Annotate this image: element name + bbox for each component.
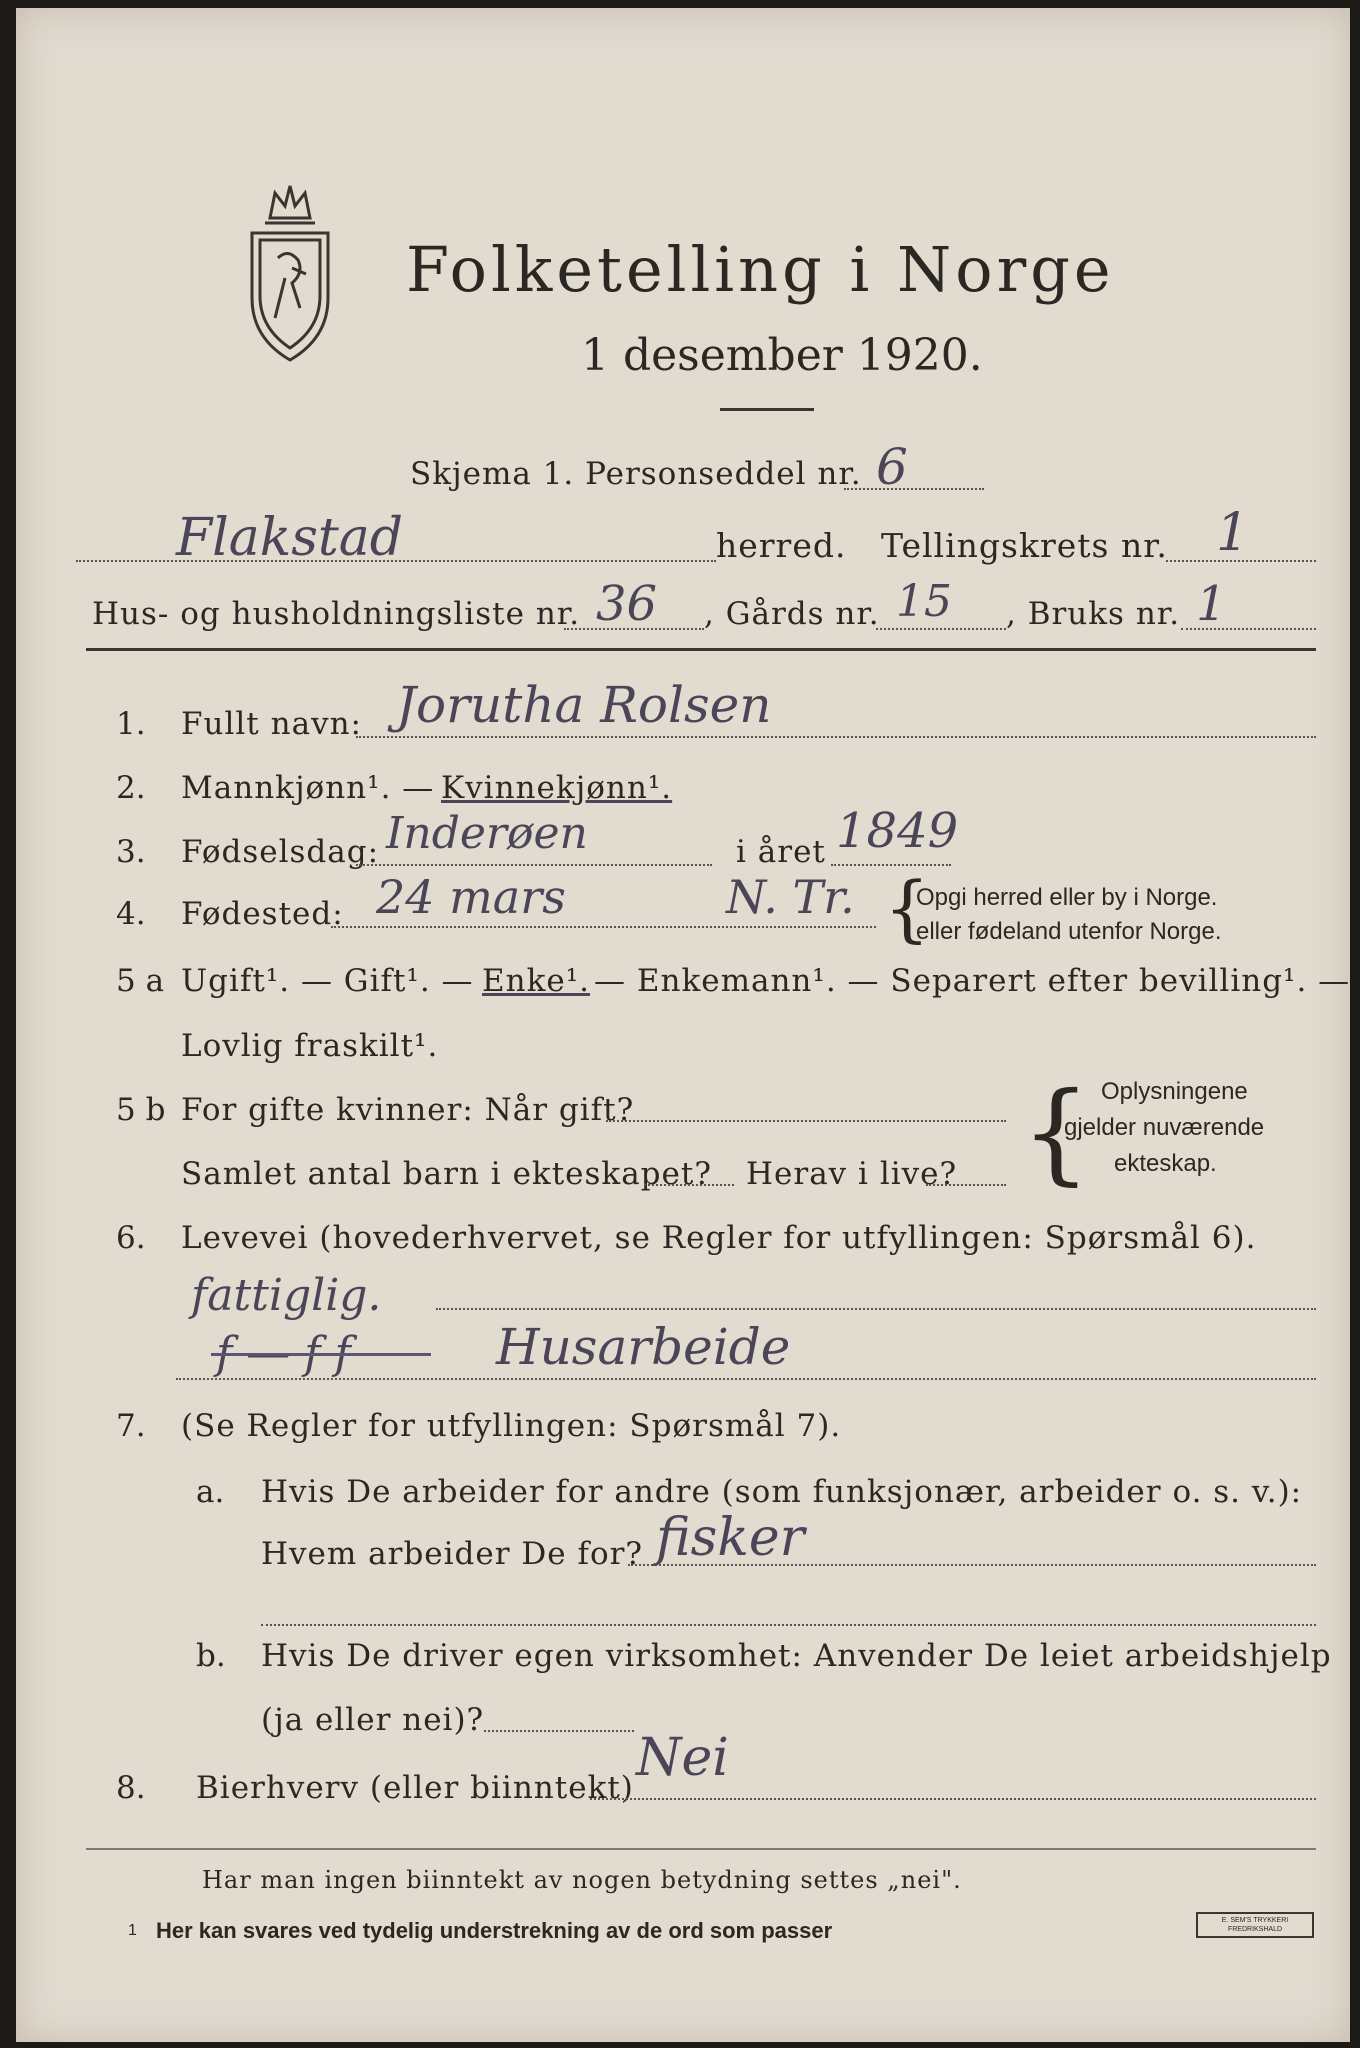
hus-label: Hus- og husholdningsliste nr. (92, 596, 581, 632)
q6-struck-text: f — f f (216, 1328, 351, 1379)
q6-label: Levevei (hovederhvervet, se Regler for utfyllingen: Spørsmål 6). (181, 1220, 1257, 1256)
q6-line2 (176, 1378, 1316, 1380)
q5a-option-enke[interactable]: Enke¹. (482, 963, 591, 999)
q5b-label2: Samlet antal barn i ekteskapet? (181, 1156, 712, 1192)
q7-label: (Se Regler for utfyllingen: Spørsmål 7). (181, 1408, 842, 1444)
q1-line (356, 736, 1316, 738)
q4-note1: Opgi herred eller by i Norge. (916, 884, 1218, 911)
gards-label: , Gårds nr. (704, 596, 880, 632)
q7b-letter: b. (196, 1638, 226, 1674)
q3-label: Fødselsdag: (181, 834, 380, 870)
q4-note2: eller fødeland utenfor Norge. (916, 918, 1222, 945)
q6-strike-line (211, 1353, 431, 1356)
q4-number: 4. (116, 896, 146, 932)
tellingskrets-label: Tellingskrets nr. (881, 526, 1168, 565)
q5a-number: 5 a (116, 963, 165, 999)
q5b-line2 (644, 1184, 734, 1186)
header-rule (86, 648, 1316, 651)
q5b-label3: Herav i live? (746, 1156, 958, 1192)
q7a-question: Hvem arbeider De for? (261, 1536, 644, 1572)
personseddel-nr[interactable]: 6 (876, 438, 908, 496)
gards-line (876, 628, 1006, 630)
title-divider (720, 408, 814, 411)
q6-line1 (436, 1308, 1316, 1310)
q5b-line (606, 1120, 1006, 1122)
footnote-mark: 1 (128, 1922, 137, 1939)
footer-note: Har man ingen biinntekt av nogen betydning settes „nei". (202, 1866, 962, 1894)
q7-number: 7. (116, 1408, 146, 1444)
q3-line (356, 864, 712, 866)
q6-answer1[interactable]: fattiglig. (191, 1270, 382, 1321)
q8-answer[interactable]: Nei (636, 1728, 729, 1788)
q8-label: Bierhverv (eller biinntekt) (196, 1770, 634, 1806)
q2-option-mann[interactable]: Mannkjønn¹. — (181, 770, 435, 806)
q7a-letter: a. (196, 1474, 225, 1510)
q7a-answer[interactable]: fisker (656, 1508, 805, 1568)
q7a-line2 (261, 1624, 1316, 1626)
q4-label: Fødested: (181, 896, 344, 932)
q3-number: 3. (116, 834, 146, 870)
q5b-label: For gifte kvinner: Når gift? (181, 1092, 635, 1128)
form-title: Folketelling i Norge (406, 233, 1115, 306)
q7a-text: Hvis De arbeider for andre (som funksjonær, arbeider o. s. v.): (261, 1474, 1303, 1510)
q3-answer[interactable]: Inderøen (386, 808, 588, 859)
q1-answer[interactable]: Jorutha Rolsen (396, 676, 772, 734)
q2-number: 2. (116, 770, 146, 806)
q4-line (331, 926, 876, 928)
q4-brace: { (884, 866, 930, 950)
census-date: 1 desember 1920. (581, 330, 983, 381)
q5b-note3: ekteskap. (1114, 1150, 1217, 1177)
q1-number: 1. (116, 706, 146, 742)
q5b-note2: gjelder nuværende (1064, 1114, 1265, 1141)
q5b-number: 5 b (116, 1092, 166, 1128)
bruks-nr[interactable]: 1 (1196, 576, 1227, 632)
bruks-label: , Bruks nr. (1006, 596, 1181, 632)
q7b-line (484, 1730, 634, 1732)
personseddel-line (844, 488, 984, 490)
q5a-options-rest[interactable]: — Enkemann¹. — Separert efter bevilling¹. — (594, 963, 1351, 999)
footer-rule (86, 1848, 1316, 1850)
q8-line (590, 1798, 1316, 1800)
q3-year[interactable]: 1849 (836, 803, 959, 859)
skjema-label: Skjema 1. Personseddel nr. (410, 456, 862, 492)
q7b-text: Hvis De driver egen virksomhet: Anvender De leiet arbeidshjelp (261, 1638, 1332, 1674)
q5b-brace: { (1021, 1068, 1091, 1196)
herred-label: herred. (716, 526, 847, 565)
coat-of-arms-icon (240, 178, 340, 368)
q8-number: 8. (116, 1770, 146, 1806)
tellingskrets-nr[interactable]: 1 (1216, 503, 1250, 563)
census-form (16, 8, 1350, 2042)
q1-label: Fullt navn: (181, 706, 362, 742)
printer-stamp: E. SEM'S TRYKKERI FREDRIKSHALD (1196, 1912, 1314, 1938)
q6-answer2[interactable]: Husarbeide (496, 1318, 791, 1376)
q4-answer[interactable]: 24 mars (376, 870, 566, 924)
q4-answer-region[interactable]: N. Tr. (726, 870, 855, 924)
q5a-option-fraskilt[interactable]: Lovlig fraskilt¹. (181, 1028, 439, 1064)
q6-number: 6. (116, 1220, 146, 1256)
q5b-line3 (926, 1184, 1006, 1186)
q2-option-kvinne[interactable]: Kvinnekjønn¹. (441, 770, 673, 806)
q5b-note1: Oplysningene (1101, 1078, 1248, 1105)
gards-nr[interactable]: 15 (896, 576, 952, 627)
q5a-options-ugift-gift[interactable]: Ugift¹. — Gift¹. — (181, 963, 474, 999)
q3-year-label: i året (736, 834, 826, 870)
q7b-question: (ja eller nei)? (261, 1702, 485, 1738)
footnote: Her kan svares ved tydelig understrekning av de ord som passer (156, 1918, 833, 1943)
herred-value[interactable]: Flakstad (176, 508, 404, 568)
hus-nr[interactable]: 36 (596, 576, 658, 632)
